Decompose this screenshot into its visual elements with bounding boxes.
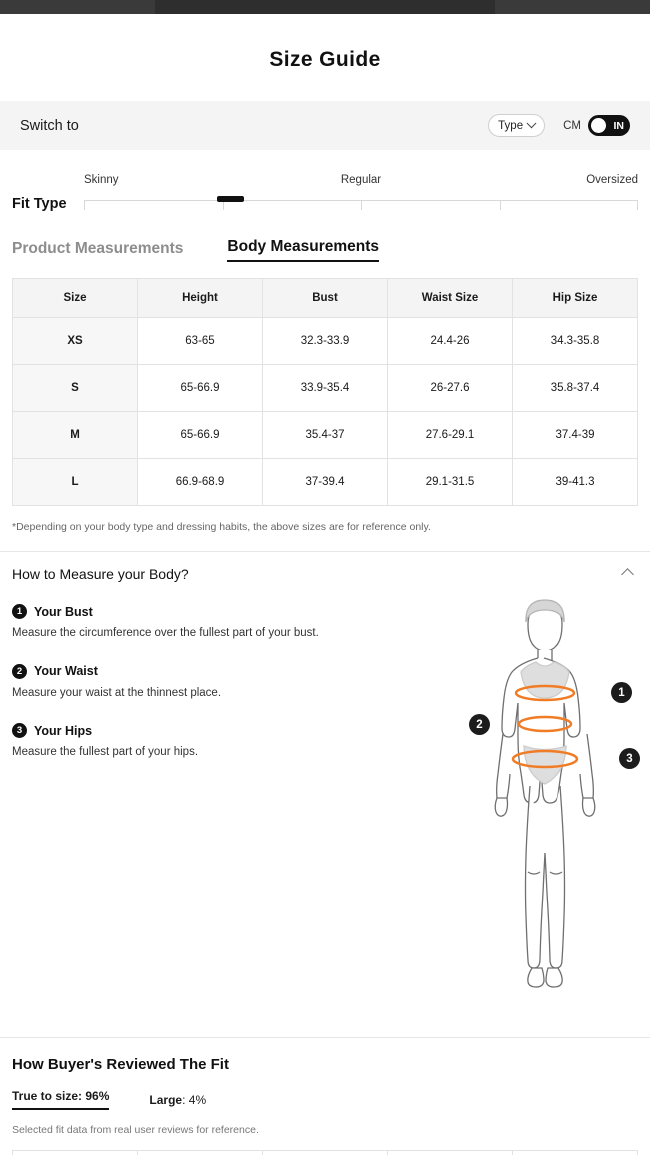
figure-badge-2: 2 [469,714,490,735]
how-to-measure-body [0,596,650,783]
fit-stat-true-to-size[interactable]: True to size: 96% [12,1089,109,1110]
fit-type-row [0,172,650,216]
col-height: Height [138,279,263,318]
cell-waist: 27.6-29.1 [388,412,513,459]
cell [13,1151,138,1155]
measure-step-desc: Measure the fullest part of your hips. [12,746,199,759]
measure-step-title-row [12,604,332,619]
step-number-badge: 1 [12,604,27,619]
reviews-heading: How Buyer's Reviewed The Fit [12,1056,229,1073]
measurement-tabs [0,238,650,262]
measure-step-title-row [12,723,332,738]
cell-height: 63-65 [138,318,263,365]
cell-bust: 32.3-33.9 [263,318,388,365]
status-bar-notch [155,0,495,14]
measure-step-desc: Measure the circumference over the fullest part of your bust. [12,627,319,639]
cell-hip: 34.3-35.8 [513,318,638,365]
reviews-note: Selected fit data from real user reviews for reference. [12,1124,259,1136]
measure-step-bust [12,604,332,642]
measure-step-title-row [12,664,332,679]
fit-stat-value: 96% [85,1089,110,1103]
unit-in-label: IN [613,119,624,132]
cell-bust: 35.4-37 [263,412,388,459]
cell-bust: 37-39.4 [263,459,388,506]
tab-product-measurements[interactable]: Product Measurements [12,240,184,257]
status-bar [0,0,650,14]
fit-stat-label: True to size [12,1089,79,1103]
measure-step-title: Your Hips [34,723,93,738]
reviews-table-partial [0,1150,650,1155]
measure-step-hips [12,723,332,761]
how-to-measure-title: How to Measure your Body? [12,566,189,582]
type-dropdown[interactable] [488,114,545,137]
table-row[interactable] [13,412,638,459]
divider [0,1037,650,1038]
figure-badge-3: 3 [619,748,640,769]
fit-type-slider[interactable] [84,172,638,216]
col-size: Size [13,279,138,318]
cell-size: L [13,459,138,506]
cell [263,1151,388,1155]
fit-option-regular[interactable]: Regular [340,174,382,186]
figure-badge-1: 1 [611,682,632,703]
size-table [12,278,638,506]
reviews-table [12,1150,638,1155]
switch-bar [0,101,650,150]
cell-hip: 35.8-37.4 [513,365,638,412]
col-waist: Waist Size [388,279,513,318]
fit-stat-label: Large [149,1092,183,1107]
cell-waist: 24.4-26 [388,318,513,365]
measure-step-waist [12,664,332,702]
cell-hip: 37.4-39 [513,412,638,459]
cell [513,1151,638,1155]
table-row[interactable] [13,318,638,365]
cell-hip: 39-41.3 [513,459,638,506]
female-body-diagram [450,596,640,1006]
tab-body-measurements[interactable]: Body Measurements [227,238,379,262]
fit-option-skinny[interactable]: Skinny [84,174,119,186]
table-row [13,1151,638,1155]
fit-option-oversized[interactable]: Oversized [586,174,638,186]
fit-type-ticks [84,200,638,214]
cell-waist: 29.1-31.5 [388,459,513,506]
unit-toggle[interactable] [563,115,630,136]
measure-step-title: Your Bust [34,604,93,619]
fit-type-thumb[interactable] [217,196,244,202]
body-figure-illustration [450,596,640,1006]
type-dropdown-label: Type [498,119,524,132]
measure-steps [12,596,332,783]
cell [138,1151,263,1155]
fit-stat-large[interactable]: Large: 4% [149,1092,207,1107]
how-to-measure-header[interactable] [0,552,650,596]
step-number-badge: 3 [12,723,27,738]
cell-bust: 33.9-35.4 [263,365,388,412]
cell-height: 66.9-68.9 [138,459,263,506]
col-hip: Hip Size [513,279,638,318]
fit-type-label: Fit Type [12,196,67,212]
col-bust: Bust [263,279,388,318]
switch-to-label: Switch to [20,117,79,134]
unit-cm-label: CM [563,119,581,132]
fit-stat-value: 4% [188,1092,207,1107]
cell-size: S [13,365,138,412]
cell-waist: 26-27.6 [388,365,513,412]
size-table-wrap [0,278,650,506]
measure-step-title: Your Waist [34,664,98,679]
table-row[interactable] [13,365,638,412]
unit-switch-knob [591,118,606,133]
step-number-badge: 2 [12,664,27,679]
cell [388,1151,513,1155]
cell-size: M [13,412,138,459]
reviews-fit-stats [0,1089,650,1110]
size-table-note: *Depending on your body type and dressing habits, the above sizes are for reference only. [12,521,431,533]
unit-switch[interactable] [588,115,630,136]
cell-height: 65-66.9 [138,365,263,412]
page-title: Size Guide [269,48,381,71]
cell-height: 65-66.9 [138,412,263,459]
cell-size: XS [13,318,138,365]
switch-controls [488,114,630,137]
chevron-up-icon[interactable] [621,568,634,581]
table-row[interactable] [13,459,638,506]
measure-step-desc: Measure your waist at the thinnest place. [12,686,222,699]
reviews-section [0,1040,650,1155]
table-header-row [13,279,638,318]
chevron-down-icon [527,118,537,128]
